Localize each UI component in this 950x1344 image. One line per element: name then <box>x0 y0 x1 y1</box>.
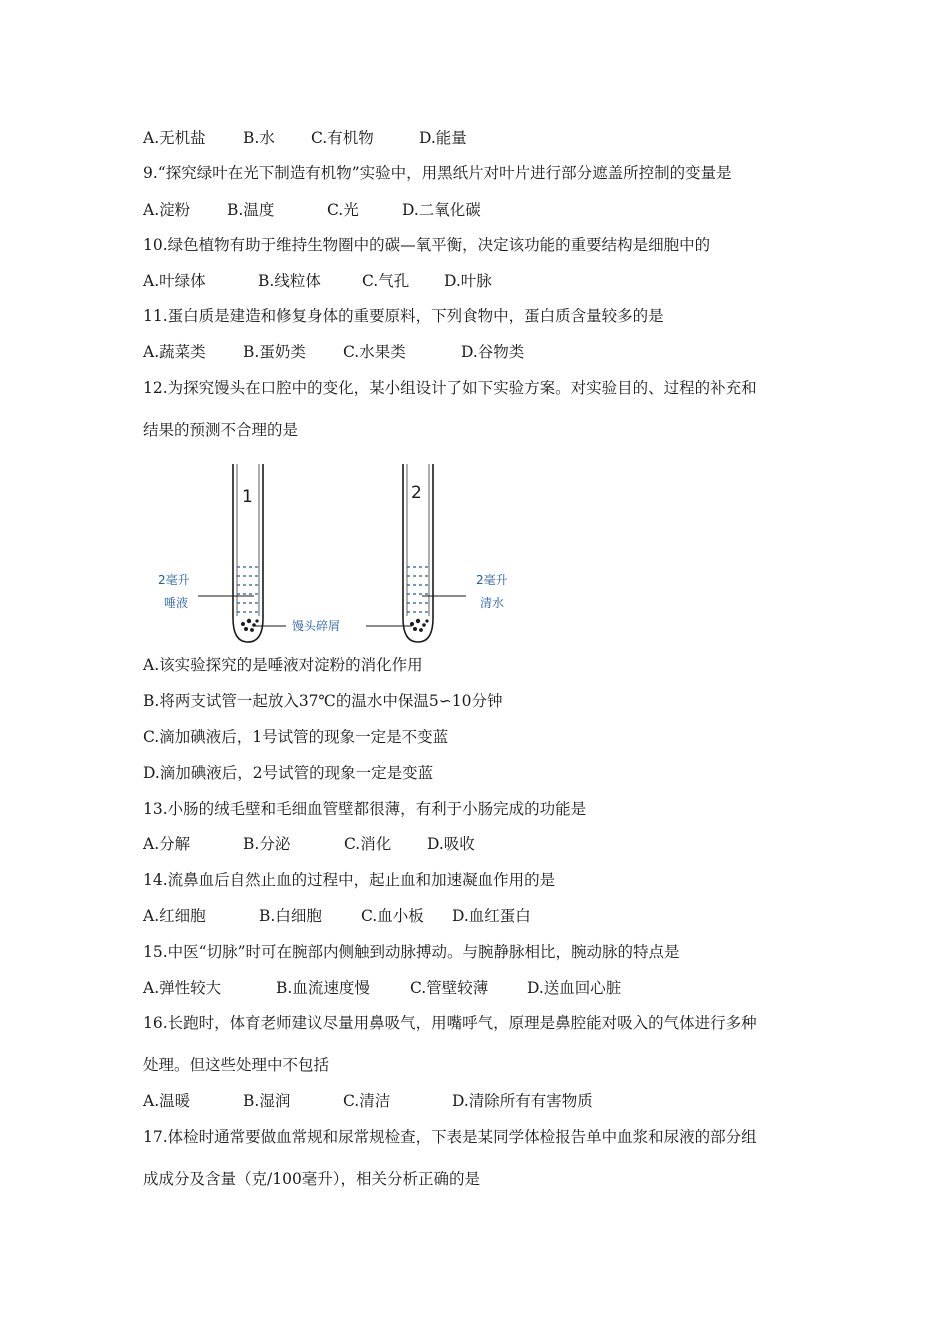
q17-stem-line2: 成成分及含量（克/100毫升），相关分析正确的是 <box>143 1170 481 1188</box>
water-label-name: 清水 <box>480 596 505 610</box>
q9-option-a: A.淀粉 <box>143 201 191 219</box>
q13-option-a: A.分解 <box>143 835 191 853</box>
q14-option-c: C.血小板 <box>361 907 424 925</box>
q9-option-c: C.光 <box>327 201 359 219</box>
q14-stem: 14.流鼻血后自然止血的过程中，起止血和加速凝血作用的是 <box>143 871 556 889</box>
q16-option-a: A.温暖 <box>143 1092 191 1110</box>
q14-option-a: A.红细胞 <box>143 907 206 925</box>
q13-option-b: B.分泌 <box>243 835 291 853</box>
tube-2-label: 2 <box>411 483 422 503</box>
q16-option-b: B.湿润 <box>243 1092 291 1110</box>
q15-stem: 15.中医“切脉”时可在腕部内侧触到动脉搏动。与腕静脉相比，腕动脉的特点是 <box>143 943 680 961</box>
q11-option-d: D.谷物类 <box>461 343 525 361</box>
q14-option-d: D.血红蛋白 <box>452 907 531 925</box>
tube-1-label: 1 <box>242 487 253 507</box>
q16-stem-line2: 处理。但这些处理中不包括 <box>143 1056 330 1074</box>
q13-option-c: C.消化 <box>344 835 392 853</box>
q10-option-d: D.叶脉 <box>444 272 492 290</box>
bread-crumbs-1 <box>241 619 259 632</box>
q11-stem: 11.蛋白质是建造和修复身体的重要原料，下列食物中，蛋白质含量较多的是 <box>143 307 664 325</box>
q8-option-b: B.水 <box>243 129 275 147</box>
q10-option-b: B.线粒体 <box>258 272 321 290</box>
q13-option-d: D.吸收 <box>427 835 475 853</box>
q10-option-c: C.气孔 <box>362 272 410 290</box>
q11-option-b: B.蛋奶类 <box>243 343 306 361</box>
bread-crumbs-2 <box>410 619 429 632</box>
q17-stem-line1: 17.体检时通常要做血常规和尿常规检查，下表是某同学体检报告单中血浆和尿液的部分组 <box>143 1128 757 1146</box>
q15-option-d: D.送血回心脏 <box>527 979 622 997</box>
test-tube-figure <box>150 458 550 648</box>
q12-option-c: C.滴加碘液后，1号试管的现象一定是不变蓝 <box>143 728 449 746</box>
q16-option-d: D.清除所有有害物质 <box>452 1092 593 1110</box>
q8-option-d: D.能量 <box>419 129 467 147</box>
q9-option-d: D.二氧化碳 <box>402 201 481 219</box>
q11-option-a: A.蔬菜类 <box>143 343 206 361</box>
q16-stem-line1: 16.长跑时，体育老师建议尽量用鼻吸气，用嘴呼气，原理是鼻腔能对吸入的气体进行多种 <box>143 1014 757 1032</box>
q12-option-b: B.将两支试管一起放入37℃的温水中保温5∽10分钟 <box>143 692 503 710</box>
q8-option-c: C.有机物 <box>311 129 374 147</box>
q10-stem: 10.绿色植物有助于维持生物圈中的碳—氧平衡，决定该功能的重要结构是细胞中的 <box>143 236 711 254</box>
saliva-label-name: 唾液 <box>164 596 189 610</box>
q13-stem: 13.小肠的绒毛壁和毛细血管壁都很薄，有利于小肠完成的功能是 <box>143 800 587 818</box>
q9-option-b: B.温度 <box>227 201 275 219</box>
q15-option-c: C.管壁较薄 <box>410 979 489 997</box>
q16-option-c: C.清洁 <box>343 1092 391 1110</box>
q11-option-c: C.水果类 <box>343 343 406 361</box>
q12-option-a: A.该实验探究的是唾液对淀粉的消化作用 <box>143 656 423 674</box>
q14-option-b: B.白细胞 <box>259 907 322 925</box>
water-label-amount: 2毫升 <box>476 573 508 587</box>
saliva-label-amount: 2毫升 <box>158 573 190 587</box>
q9-stem: 9.“探究绿叶在光下制造有机物”实验中，用黑纸片对叶片进行部分遮盖所控制的变量是 <box>143 164 732 182</box>
q15-option-b: B.血流速度慢 <box>276 979 370 997</box>
q12-stem-line1: 12.为探究馒头在口腔中的变化，某小组设计了如下实验方案。对实验目的、过程的补充和 <box>143 379 757 397</box>
q12-option-d: D.滴加碘液后，2号试管的现象一定是变蓝 <box>143 764 434 782</box>
q12-stem-line2: 结果的预测不合理的是 <box>143 421 299 439</box>
q8-option-a: A.无机盐 <box>143 129 206 147</box>
q10-option-a: A.叶绿体 <box>143 272 206 290</box>
q15-option-a: A.弹性较大 <box>143 979 222 997</box>
bread-crumbs-label: 馒头碎屑 <box>292 619 341 633</box>
